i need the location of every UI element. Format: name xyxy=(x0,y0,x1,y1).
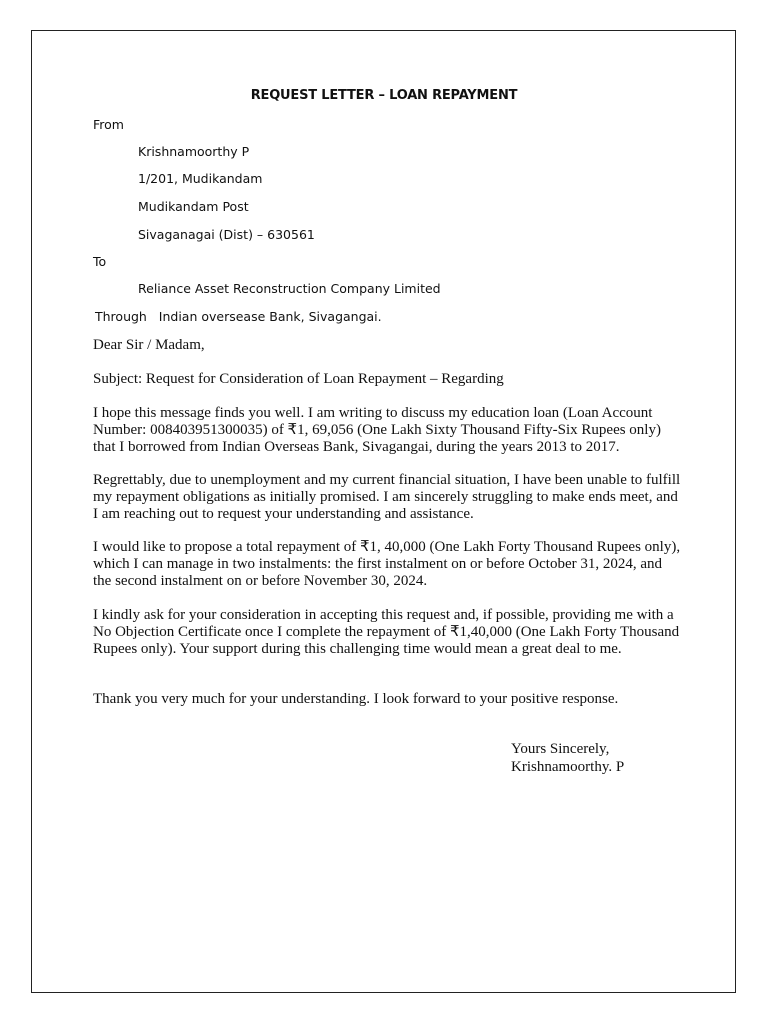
salutation: Dear Sir / Madam, xyxy=(93,337,205,353)
recipient-through: Through Indian oversease Bank, Sivagangai. xyxy=(95,309,382,324)
from-label: From xyxy=(93,117,124,132)
sender-name: Krishnamoorthy P xyxy=(138,144,250,159)
paragraph-4: I kindly ask for your consideration in accepting this request and, if possible, providing me with a No Objection Certificate once I complete the repayment of ₹1,40,000 (One Lakh Forty Thousand Rupees only). Your support during this challenging time would mean a great deal to me. xyxy=(93,607,680,657)
paragraph-1: I hope this message finds you well. I am writing to discuss my education loan (Loan Account Number: 008403951300035) of ₹1, 69,056 (One Lakh Sixty Thousand Fifty-Six Rupees only) that I borrowed from Indian Overseas Bank, Sivagangai, during the years 2013 to 2017. xyxy=(93,405,661,455)
sender-address-line3: Sivaganagai (Dist) – 630561 xyxy=(138,227,315,242)
paragraph-3: I would like to propose a total repayment of ₹1, 40,000 (One Lakh Forty Thousand Rupees only), which I can manage in two instalments: the first instalment on or before October 31, 2024, and the second instalment on or before November 30, 2024. xyxy=(93,539,681,589)
signature-name: Krishnamoorthy. P xyxy=(511,759,625,775)
sender-address-line1: 1/201, Mudikandam xyxy=(138,171,263,186)
letter-title: REQUEST LETTER – LOAN REPAYMENT xyxy=(250,88,518,103)
closing-phrase: Yours Sincerely, xyxy=(511,741,610,757)
to-label: To xyxy=(93,254,107,269)
subject-line: Subject: Request for Consideration of Loan Repayment – Regarding xyxy=(93,371,504,387)
sender-address-line2: Mudikandam Post xyxy=(138,199,249,214)
recipient-name: Reliance Asset Reconstruction Company Limited xyxy=(138,281,441,296)
paragraph-2: Regrettably, due to unemployment and my current financial situation, I have been unable to fulfill my repayment obligations as initially promised. I am sincerely struggling to make ends meet, and I am reaching out to request your understanding and assistance. xyxy=(93,472,681,522)
paragraph-5: Thank you very much for your understanding. I look forward to your positive response. xyxy=(93,691,619,707)
